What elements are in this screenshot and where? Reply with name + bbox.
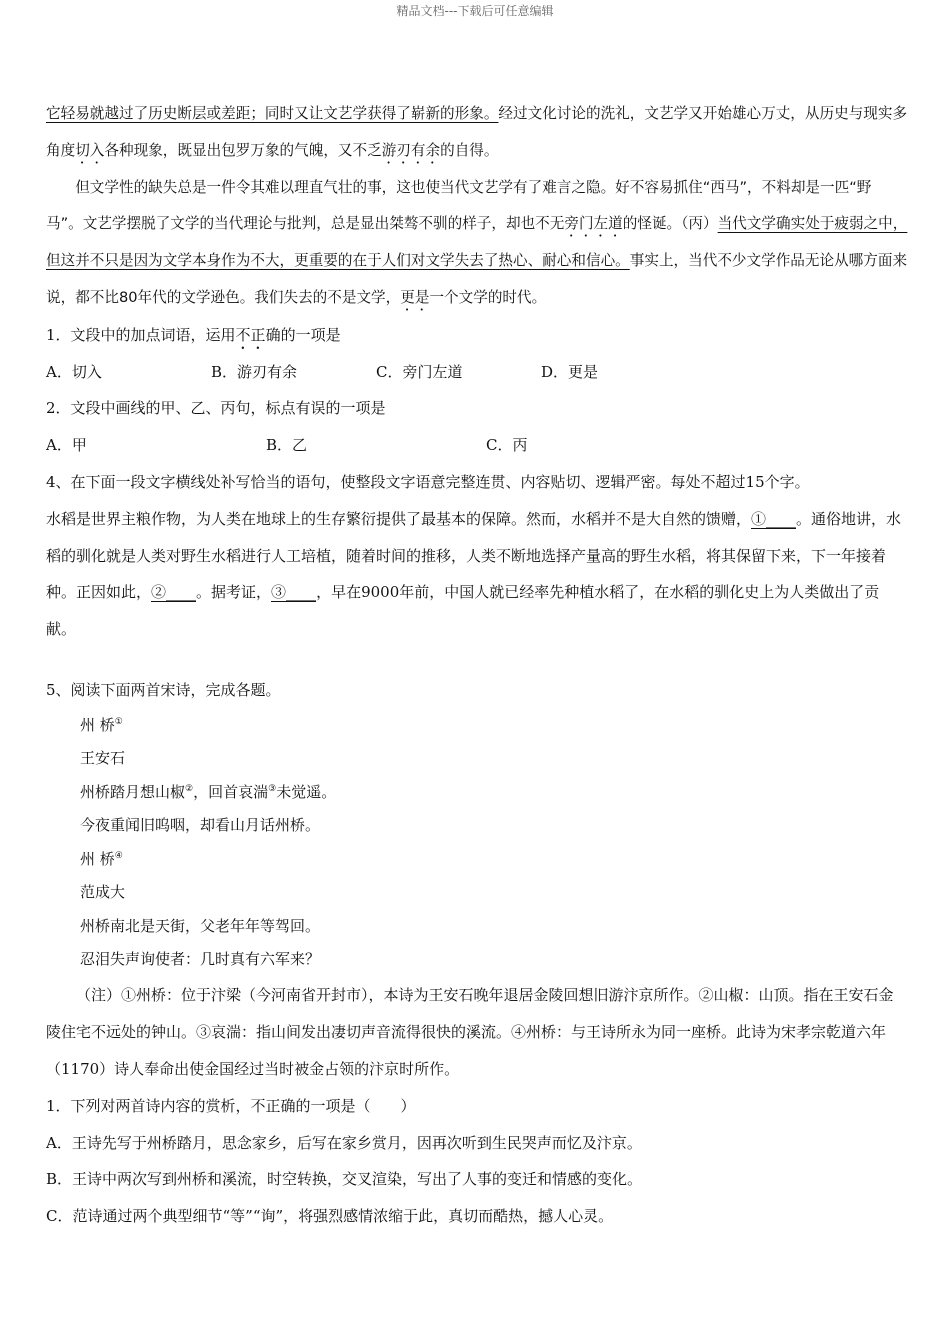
question-4-text: 水稻是世界主粮作物，为人类在地球上的生存繁衍提供了最基本的保障。然而，水稻并不是大自然的馈赠，①____。通俗地讲，水稻的驯化就是人类对野生水稻进行人工培植，随着时间的推移，人类不断地选择产量高的野生水稻，将其保留下来，下一年接着种。正因如此，②____。据考证，③____，早在9000年前，中国人就已经率先种植水稻了，在水稻的驯化史上为人类做出了贡献。 [46,509,902,639]
option-a: A．切入 [46,362,102,381]
poem-notes: （注）①州桥：位于汴梁（今河南省开封市），本诗为王安石晚年退居金陵回想旧游汴京所作。②山椒：山顶。指在王安石金陵住宅不远处的钟山。③哀湍：指山间发出凄切声音流得很快的溪流。④州桥：与王诗所永为同一座桥。此诗为宋孝宗乾道六年（1170）诗人奉命出使金国经过当时被金占领的汴京时所作。 [46,985,894,1078]
document-body [46,96,908,1235]
question-5-1-stem: 1．下列对两首诗内容的赏析，不正确的一项是（ ） [46,1096,416,1115]
option-a: A．王诗先写于州桥踏月，思念家乡，后写在家乡赏月，因再次听到生民哭声而忆及汴京。 [46,1133,642,1152]
underlined-sentence: 它轻易就越过了历史断层或差距；同时又让文艺学获得了崭新的形象。 [46,105,499,122]
option-c: C．范诗通过两个典型细节“等”“询”，将强烈感情浓缩于此，真切而酷热，撼人心灵。 [46,1207,614,1226]
blank-2: ②____ [151,583,197,602]
question-2-options [46,427,908,464]
poems [46,709,908,977]
underlined-sentence-bing: 当代文学确实处于疲弱之中，但这并不只是因为文学本身作为不大，更重要的在于人们对文学失去了热心、耐心和信心。 [46,215,908,270]
option-c: C．丙 [486,436,528,455]
page-header: 精品文档---下载后可任意编辑 [396,4,554,18]
poem-1-line-1: 州桥踏月想山椒②，回首哀湍③未觉遥。 [80,782,337,801]
poem-1-author: 王安石 [80,749,126,768]
poem-2-author: 范成大 [80,883,126,902]
option-a: A．甲 [46,436,87,455]
question-2-stem: 2．文段中画线的甲、乙、丙句，标点有误的一项是 [46,399,386,418]
blank-3: ③____ [271,583,317,602]
question-1-options [46,354,908,391]
option-b: B．王诗中两次写到州桥和溪流，时空转换，交叉渲染，写出了人事的变迁和情感的变化。 [46,1170,643,1189]
passage-paragraph-1: 它轻易就越过了历史断层或差距；同时又让文艺学获得了崭新的形象。经过文化讨论的洗礼，文艺学又开始雄心万丈，从历史与现实多角度切入各种现象，既显出包罗万象的气魄，又不乏游刃有余的自得。 [46,105,908,159]
question-5-stem: 5、阅读下面两首宋诗，完成各题。 [46,680,281,699]
option-b: B．游刃有余 [211,362,298,381]
dotted-word-gengshi: 更是 [400,288,430,306]
poem-1-title: 州 桥① [80,715,123,734]
question-1-stem: 1．文段中的加点词语，运用不正确的一项是 [46,325,341,344]
poem-2-line-1: 州桥南北是天街，父老年年等驾回。 [80,916,321,935]
dotted-word-youren: 游刃有余 [381,141,441,159]
option-b: B．乙 [266,436,308,455]
poem-2-line-2: 忍泪失声询使者：几时真有六军来？ [80,950,321,969]
option-d: D．更是 [541,362,599,381]
dotted-word-qieru: 切入 [75,141,105,159]
poem-1-line-2: 今夜重闻旧呜咽，却看山月话州桥。 [80,816,321,835]
blank-1: ①____ [751,509,797,528]
option-c: C．旁门左道 [376,362,463,381]
dotted-word-pangmen: 旁门左道 [564,215,623,233]
passage-paragraph-2: 但文学性的缺失总是一件令其难以理直气壮的事，这也使当代文艺学有了难言之隐。好不容易抓住“西马”，不料却是一匹“野马”。文艺学摆脱了文学的当代理论与批判，总是显出桀骜不驯的样子，却也不无旁门左道的怪诞。（丙）当代文学确实处于疲弱之中，但这并不只是因为文学本身作为不大，更重要的在于人们对文学失去了热心、耐心和信心。事实上，当代不少文学作品无论从哪方面来说，都不比80年代的文学逊色。我们失去的不是文学，更是一个文学的时代。 [46,178,908,306]
question-4-stem: 4、在下面一段文字横线处补写恰当的语句，使整段文字语意完整连贯、内容贴切、逻辑严密。每处不超过15个字。 [46,472,810,491]
poem-2-title: 州 桥④ [80,849,123,868]
